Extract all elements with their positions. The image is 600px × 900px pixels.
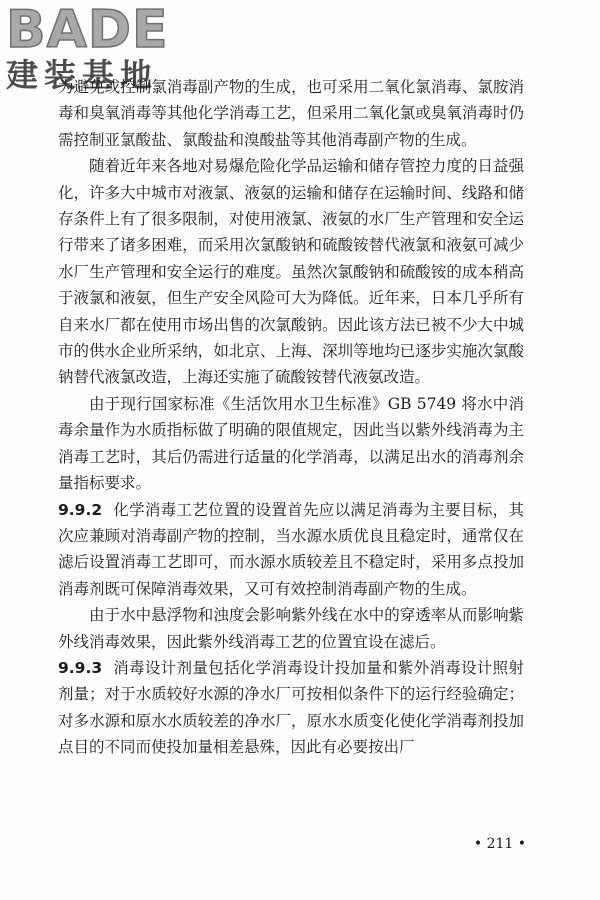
paragraph-text: 消毒设计剂量包括化学消毒设计投加量和紫外消毒设计照射剂量；对于水质较好水源的净水厂可按相似条件下的运行经验确定；对多水源和原水水质较差的净水厂，原水水质变化使化学消毒剂投加点目的不同而使投加量相差悬殊，因此有必要按出厂 xyxy=(58,658,524,757)
page-number: • 211 • xyxy=(473,836,526,852)
clause-number: 9.9.3 xyxy=(58,658,103,677)
paragraph-text: 随着近年来各地对易爆危险化学品运输和储存管控力度的日益强化，许多大中城市对液氯、液氨的运输和储存在运输时间、线路和储存条件上有了很多限制，对使用液氯、液氨的水厂生产管理和安全运行带来了诸多困难，而采用次氯酸钠和硫酸铵替代液氯和液氨可减少水厂生产管理和安全运行的难度。虽然次氯酸钠和硫酸铵的成本稍高于液氯和液氨，但生产安全风险可大为降低。近年来，日本几乎所有自来水厂都在使用市场出售的次氯酸钠。因此该方法已被不少大中城市的供水企业所采纳，如北京、上海、深圳等地均已逐步实施次氯酸钠替代液氯改造，上海还实施了硫酸铵替代液氨改造。 xyxy=(58,157,524,387)
paragraph-3 xyxy=(58,391,524,497)
watermark-brand: BADE xyxy=(6,0,169,60)
paragraph-text: 为避免或控制氯消毒副产物的生成，也可采用二氧化氯消毒、氯胺消毒和臭氧消毒等其他化学消毒工艺，但采用二氧化氯或臭氧消毒时仍需控制亚氯酸盐、氯酸盐和溴酸盐等其他消毒副产物的生成。 xyxy=(58,78,524,149)
paragraph-text: 由于水中悬浮物和浊度会影响紫外线在水中的穿透率从而影响紫外线消毒效果，因此紫外线消毒工艺的位置宜设在滤后。 xyxy=(58,606,524,651)
clause-9-9-3 xyxy=(58,655,524,761)
clause-number: 9.9.2 xyxy=(58,500,103,519)
paragraph-text: 由于现行国家标准《生活饮用水卫生标准》GB 5749 将水中消毒余量作为水质指标做了明确的限值规定，因此当以紫外线消毒为主消毒工艺时，其后仍需进行适量的化学消毒，以满足出水的消毒剂余量指标要求。 xyxy=(58,394,524,493)
paragraph-2 xyxy=(58,153,524,391)
paragraph-5 xyxy=(58,602,524,655)
clause-9-9-2 xyxy=(58,497,524,603)
paragraph-1 xyxy=(58,74,524,153)
document-body xyxy=(58,74,524,761)
watermark-subtitle: 建装基地 xyxy=(6,56,159,94)
paragraph-text: 化学消毒工艺位置的设置首先应以满足消毒为主要目标，其次应兼顾对消毒副产物的控制，当水源水质优良且稳定时，通常仅在滤后设置消毒工艺即可，而水源水质较差且不稳定时，采用多点投加消毒剂既可保障消毒效果，又可有效控制消毒副产物的生成。 xyxy=(58,500,524,598)
